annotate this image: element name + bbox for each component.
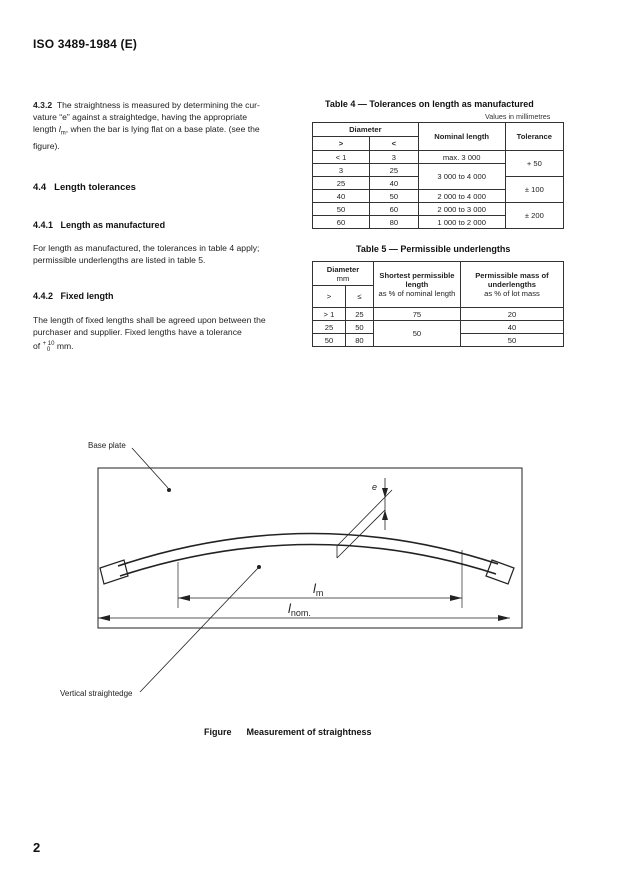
t4-header-le: < [370,137,419,151]
section-4-3-2-line-2: vature “e” against a straightedge, having the appropriate [33,112,248,122]
t4-cell: 60 [370,203,419,216]
t4-cell: max. 3 000 [418,151,505,164]
t4-header-tolerance: Tolerance [505,123,563,151]
t5-cell: > 1 [313,308,346,321]
e-arrow-bottom [382,510,388,520]
t4-cell: 3 000 to 4 000 [418,164,505,190]
section-4-3-2 [33,99,285,152]
lm-arrow-right [450,595,462,601]
table-4 [312,122,564,229]
lnom-arrow-left [98,615,110,621]
t5-header-gt: > [313,286,346,308]
fixed-length-tolerance: of + 10 0 mm. [33,340,74,353]
t5-cell: 50 [373,321,460,347]
t4-cell: 60 [313,216,370,229]
t4-tolerance: + 50 [505,151,563,177]
document-header: ISO 3489-1984 (E) [33,37,138,51]
t4-header-nominal: Nominal length [418,123,505,151]
t5-cell: 75 [373,308,460,321]
t4-cell: 25 [313,177,370,190]
figure-caption: Figure Measurement of straightness [204,727,372,737]
t4-cell: 3 [370,151,419,164]
section-4-4-2-heading: 4.4.2 Fixed length [33,291,114,301]
t5-cell: 50 [345,321,373,334]
t4-cell: 1 000 to 2 000 [418,216,505,229]
table-4-caption: Table 4 — Tolerances on length as manufactured [325,99,534,109]
t5-cell: 40 [460,321,563,334]
t5-cell: 50 [460,334,563,347]
base-plate-label: Base plate [88,441,126,450]
t4-cell: 2 000 to 3 000 [418,203,505,216]
section-4-4-heading: 4.4 Length tolerances [33,182,136,193]
table-5-caption: Table 5 — Permissible underlengths [356,244,511,254]
straightedge-leader [140,567,259,692]
table-4-units: Values in millimetres [485,112,551,121]
t4-header-diameter: Diameter [313,123,419,137]
t4-cell: 40 [313,190,370,203]
lm-label: $l_m$ [313,581,324,598]
t4-cell: 3 [313,164,370,177]
t5-header-diameter: Diameter mm [313,262,374,286]
t4-tolerance: ± 200 [505,203,563,229]
base-plate-dot [167,488,171,492]
t5-header-shortest: Shortest permissible length as % of nominal length [373,262,460,308]
page-number: 2 [33,840,41,855]
section-number: 4.3.2 [33,100,53,110]
lnom-arrow-right [498,615,510,621]
section-4-3-2-line-3: length $l_m$, when the bar is lying flat on a base plate. (see the [33,124,260,137]
t4-cell: < 1 [313,151,370,164]
e-arrow-top [382,488,388,498]
section-4-4-2-text: The length of fixed lengths shall be agreed upon between the purchaser and supplier. Fixed lengths have a tolerance of + 10 0 mm. [33,314,288,353]
t5-cell: 25 [313,321,346,334]
t5-cell: 25 [345,308,373,321]
t5-header-mass: Permissible mass of underlengths as % of lot mass [460,262,563,308]
tolerance-fraction: + 10 0 [42,340,55,353]
lnom-label: $l_{nom.}$ [288,601,311,618]
t4-cell: 50 [313,203,370,216]
e-label: e [372,482,378,492]
t4-cell: 50 [370,190,419,203]
t4-tolerance: ± 100 [505,177,563,203]
t4-cell: 80 [370,216,419,229]
section-4-4-1-heading: 4.4.1 Length as manufactured [33,220,166,230]
section-4-4-1-text: For length as manufactured, the tolerances in table 4 apply; permissible underlengths are listed in table 5. [33,243,260,265]
table-5 [312,261,564,347]
straightedge-label: Vertical straightedge [60,689,133,698]
section-4-3-2-line-1: 4.3.2 The straightness is measured by determining the cur- [33,100,260,110]
t5-cell: 20 [460,308,563,321]
t5-header-le: ≤ [345,286,373,308]
lm-arrow-left [178,595,190,601]
straightness-figure [0,430,619,720]
base-plate [98,468,522,628]
t4-cell: 2 000 to 4 000 [418,190,505,203]
t4-cell: 25 [370,164,419,177]
t4-header-gt: > [313,137,370,151]
t5-cell: 80 [345,334,373,347]
t4-cell: 40 [370,177,419,190]
t5-cell: 50 [313,334,346,347]
section-4-3-2-line-4: figure). [33,140,60,151]
